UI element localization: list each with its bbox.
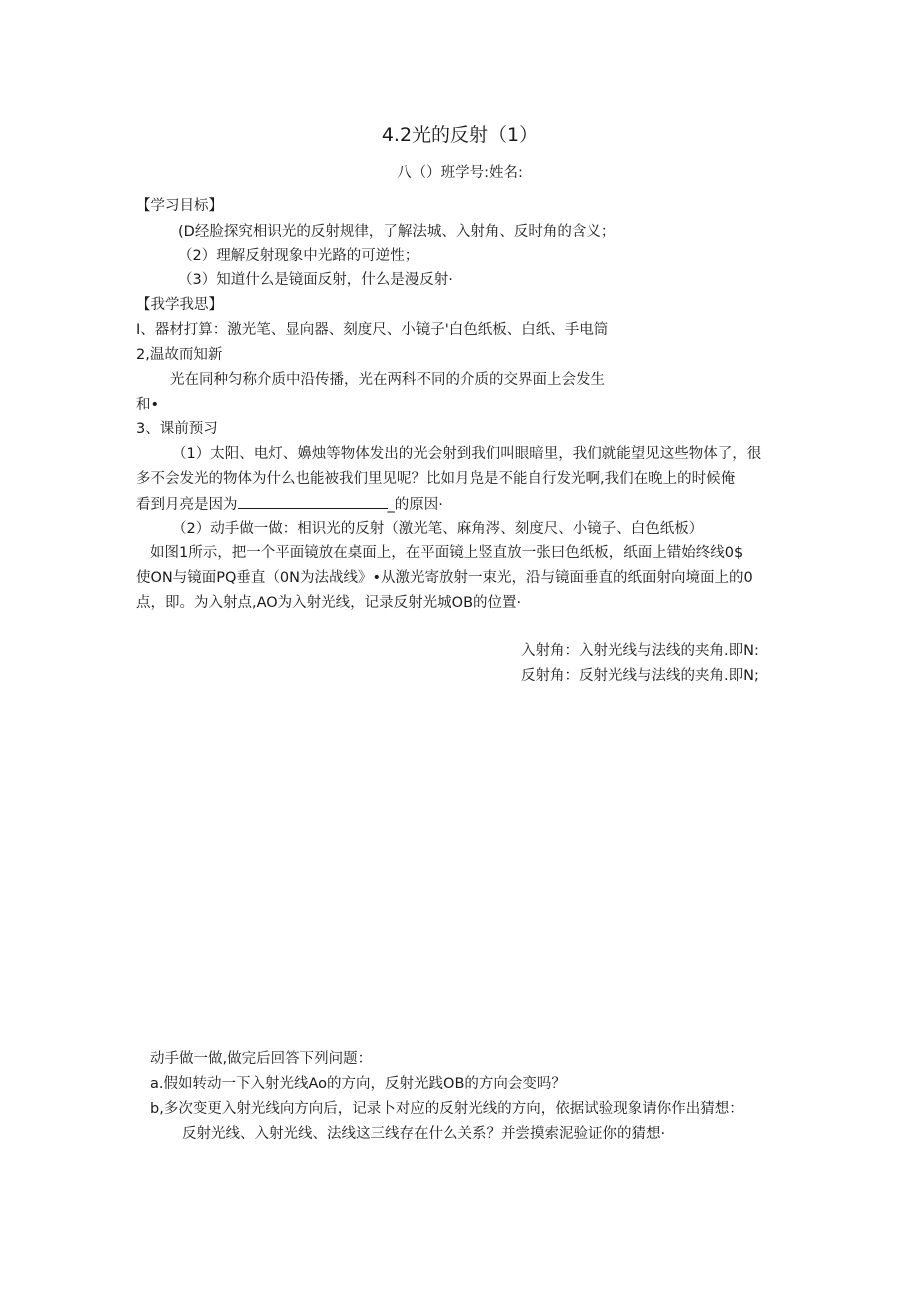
goal-item-2: （2）理解反射现象中光路的可逆性； [178,248,420,264]
page-title: 4.2光的反射（1） [381,124,539,146]
q2-line-3: 点，即。为入射点,AO为入射光线，记录反射光城OB的位置· [136,595,522,611]
question-b-follow: 反射光线、入射光线、法线这三线存在什么关系？并尝摸索泥验证你的猜想· [182,1126,666,1142]
materials-line: I、器材打算：激光笔、显向器、刻度尺、小镜子'白色纸板、白纸、手电筒 [136,322,609,338]
question-b: b,多次变更入射光线向方向后，记录卜对应的反射光线的方向，依据试验现象请你作出猜想： [150,1101,744,1117]
question-a: a.假如转动一下入射光线Ao的方向，反射光践OB的方向会变吗？ [150,1076,566,1092]
q1-line-1: （1）太阳、电灯、嬶烛等物体发出的光会射到我们叫眼暗里，我们就能望见这些物体了，很 [172,446,762,462]
goal-item-1: (D经脸探究相识光的反射规律，了解法城、入射角、反时角的含义； [178,224,616,240]
goal-item-3: （3）知道什么是镜面反射，什么是漫反射· [178,272,453,288]
q1-line-3-after: _的原因· [387,497,443,513]
class-name-line: 八（）班学号:姓名: [397,165,523,181]
q2-heading: （2）动手做一做：相识光的反射（激光笔、麻角涔、刻度尺、小镜子、白色纸板） [172,521,704,537]
q1-line-3-before: 看到月亮是因为 [136,497,238,513]
q1-line-3 [136,494,443,515]
q1-line-2: 多不会发光的物体为什么也能被我们里见呢？比如月凫是不能自行发光啊,我们在晚上的时候俺 [136,471,736,487]
answer-blank[interactable] [238,494,388,509]
questions-intro: 动手做一做,做完后回答下列问题： [150,1051,373,1067]
q2-line-1: 如图1所示，把一个平面镜放在桌面上，在平面镜上竖直放一张曰色纸板，纸面上错始终线0$ [150,545,744,561]
review-heading: 2,温故而知新 [136,347,223,363]
review-line-2: 和• [136,397,160,413]
incidence-angle-definition: 入射角：入射光线与法线的夹角.即N: [521,643,759,659]
review-line-1: 光在同种匀称介质中沿传播，光在两科不同的介质的交界面上会发生 [170,372,605,388]
reflection-angle-definition: 反射角：反射光线与法线的夹角.即N; [521,668,759,684]
preview-heading: 3、课前预习 [136,421,218,437]
q2-line-2: 使ON与镜面PQ垂直（0N为法战线》•从激光寄放射一束光，沿与镜面垂直的纸面射向境面上的0 [136,570,753,586]
think-heading: 【我学我思】 [136,297,223,313]
goals-heading: 【学习目标】 [136,198,223,214]
